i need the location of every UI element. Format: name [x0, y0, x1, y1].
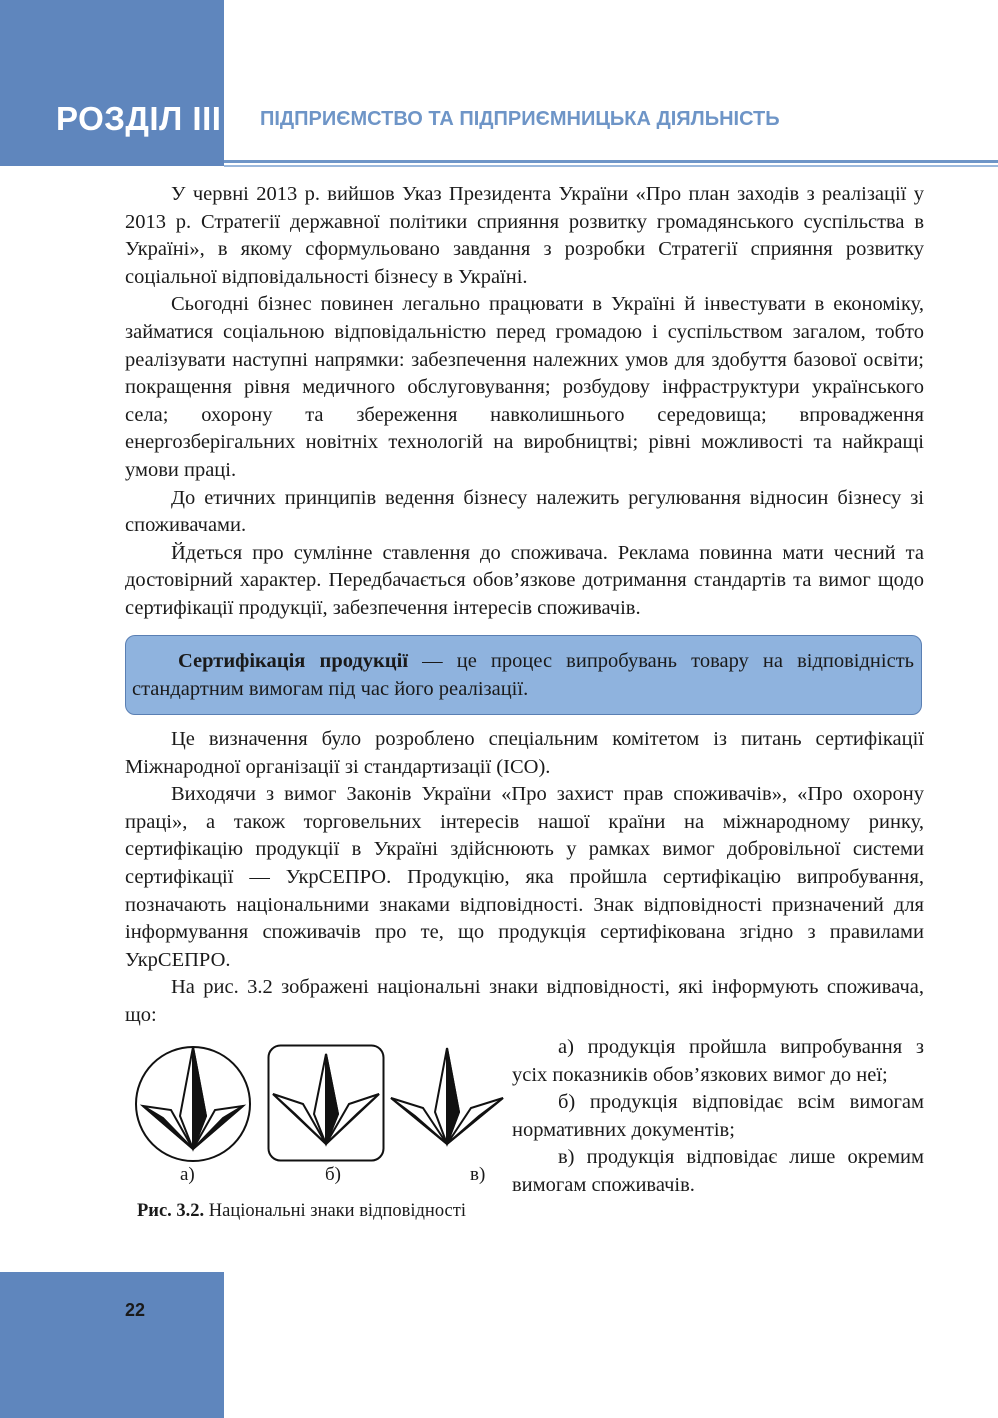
header-rule-secondary — [224, 165, 998, 167]
body-text-bottom — [125, 726, 924, 1030]
chapter-header-box — [0, 0, 224, 166]
figure-caption-text: Національні знаки відповідності — [204, 1201, 466, 1221]
definition-term: Сертифікація продукції — [178, 650, 409, 672]
page-number: 22 — [125, 1300, 146, 1320]
footer-box — [0, 1272, 224, 1418]
definition-box — [125, 635, 922, 715]
figure-label-c: в) — [470, 1164, 486, 1185]
paragraph: На рис. 3.2 зображені національні знаки відповідності, які інформують споживача, що: — [125, 976, 924, 1026]
list-item: в) продукція відповідає лише окремим вимогам споживачів. — [512, 1146, 924, 1196]
paragraph: У червні 2013 р. вийшов Указ Президента України «Про план заходів з реалізації у 2013 р. Стратегії державної політики сприяння розвитку громадянського суспільства в Україні», в якому сформульовано завдання з розробки Стратегії сприяння розвитку соціальної відповідальності бізнесу в Україні. — [125, 183, 924, 288]
definition-text — [132, 647, 914, 703]
chapter-label: РОЗДІЛ III — [56, 100, 222, 137]
body-text-top — [125, 181, 924, 623]
figure-caption-number: Рис. 3.2. — [137, 1201, 205, 1221]
section-title: ПІДПРИЄМСТВО ТА ПІДПРИЄМНИЦЬКА ДІЯЛЬНІСТЬ — [260, 108, 780, 130]
list-item: б) продукція відповідає всім вимогам нормативних документів; — [512, 1091, 924, 1141]
figure-label-b: б) — [325, 1164, 341, 1185]
definition-body: — це процес випробувань товару на відповідність стандартним вимогам під час його реалізації. — [132, 650, 914, 700]
header-rule — [224, 160, 998, 163]
trident-sign-in-circle-icon — [133, 1044, 253, 1164]
paragraph: Йдеться про сумлінне ставлення до споживача. Реклама повинна мати чесний та достовірний характер. Передбачається обов’язкове дотримання стандартів та вимог щодо сертифікації продукції, забезпечення інтересів споживачів. — [125, 541, 924, 619]
figure-3-2 — [125, 1038, 505, 1228]
trident-sign-in-square-icon — [267, 1044, 385, 1162]
trident-sign-plain-icon — [387, 1046, 507, 1158]
paragraph: Сьогодні бізнес повинен легально працювати в Україні й інвестувати в економіку, займатися соціальною відповідальністю перед громадою і суспільством загалом, тобто реалізувати наступні напрямки: забезпечення належних умов для здобуття базової освіти; покращення рівня медичного обслуговування; розбудову інфраструктури українського села; охорону та збереження навколишнього середовища; впровадження енергозберігальних новітніх технологій на виробництві; рівні можливості та найкращі умови праці. — [125, 293, 924, 481]
sign-meanings-list — [512, 1034, 924, 1200]
paragraph: Виходячи з вимог Законів України «Про захист прав споживачів», «Про охорону праці», а також торговельних інтересів нашої країни на міжнародному ринку, сертифікацію продукції в Україні здійснюють у рамках вимог добровільної системи сертифікації — УкрСЕПРО. Продукцію, яка пройшла сертифікацію випробування, позначають національними знаками відповідності. Знак відповідності призначений для інформування споживачів про те, що продукція сертифікована згідно з правилами УкрСЕПРО. — [125, 783, 924, 971]
paragraph: До етичних принципів ведення бізнесу належить регулювання відносин бізнесу зі споживачами. — [125, 486, 924, 537]
list-item: а) продукція пройшла випробування з усіх показників обов’язкових вимог до неї; — [512, 1036, 924, 1086]
figure-label-a: а) — [180, 1164, 195, 1185]
figure-caption — [137, 1201, 466, 1222]
paragraph: Це визначення було розроблено спеціальним комітетом із питань сертифікації Міжнародної організації зі стандартизації (ІСО). — [125, 728, 924, 778]
